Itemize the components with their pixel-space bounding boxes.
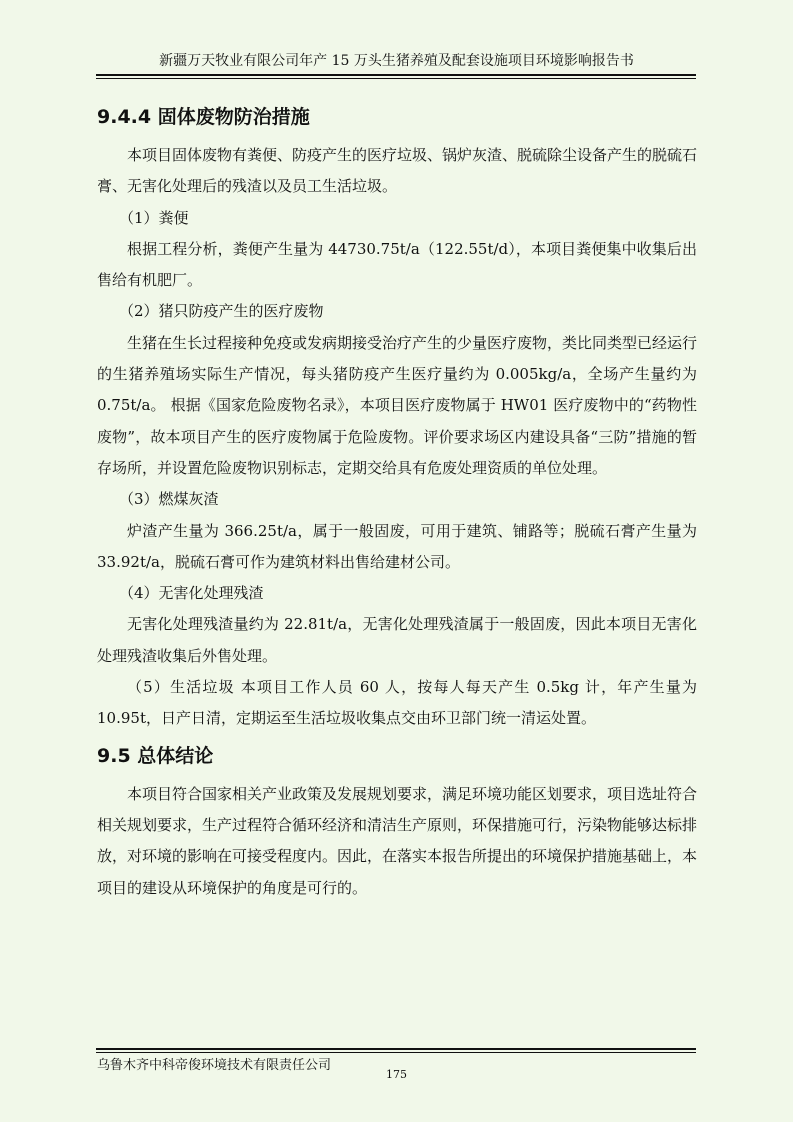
item-text-medical-waste: 生猪在生长过程接种免疫或发病期接受治疗产生的少量医疗废物，类比同类型已经运行的生猪养殖场实际生产情况，每头猪防疫产生医疗量约为 0.005kg/a，全场产生量约为 0.75t/a。 根据《国家危险废物名录》，本项目医疗废物属于 HW01 医疗废物中的“药物性废物”，故本项目产生的医疗废物属于危险废物。评价要求场区内建设具备“三防”措施的暂存场所，并设置危险废物识别标志，定期交给具有危废处理资质的单位处理。 (97, 333, 698, 477)
page-body (97, 100, 697, 904)
footer-rule-thick (96, 1048, 696, 1050)
section-heading-9-5: 9.5 总体结论 (97, 744, 214, 767)
item-text-manure: 根据工程分析，粪便产生量为 44730.75t/a（122.55t/d），本项目粪便集中收集后出售给有机肥厂。 (97, 239, 697, 290)
section-intro-paragraph: 本项目固体废物有粪便、防疫产生的医疗垃圾、锅炉灰渣、脱硫除尘设备产生的脱硫石膏、无害化处理后的残渣以及员工生活垃圾。 (97, 146, 698, 196)
item-text-coal-ash: 炉渣产生量为 366.25t/a，属于一般固废，可用于建筑、铺路等；脱硫石膏产生量为 33.92t/a，脱硫石膏可作为建筑材料出售给建材公司。 (97, 521, 697, 571)
item-label-coal-ash: （3）燃煤灰渣 (119, 490, 219, 509)
page-number: 175 (386, 1068, 407, 1081)
footer-rule-thin (96, 1052, 696, 1053)
conclusion-paragraph: 本项目符合国家相关产业政策及发展规划要求，满足环境功能区划要求，项目选址符合相关规划要求，生产过程符合循环经济和清洁生产原则，环保措施可行，污染物能够达标排放，对环境的影响在可接受程度内。因此，在落实本报告所提出的环境保护措施基础上，本项目的建设从环境保护的角度是可行的。 (97, 784, 698, 897)
footer-company-name: 乌鲁木齐中科帝俊环境技术有限责任公司 (97, 1058, 332, 1073)
header-rule-thin (96, 78, 696, 79)
header-rule-thick (96, 74, 696, 76)
section-heading-9-4-4: 9.4.4 固体废物防治措施 (97, 106, 310, 128)
item-label-medical-waste: （2）猪只防疫产生的医疗废物 (119, 302, 324, 321)
running-header: 新疆万天牧业有限公司年产 15 万头生猪养殖及配套设施项目环境影响报告书 (159, 53, 634, 69)
item-text-harmless-residue: 无害化处理残渣量约为 22.81t/a，无害化处理残渣属于一般固废，因此本项目无害化处理残渣收集后外售处理。 (97, 615, 697, 665)
item-label-manure: （1）粪便 (119, 208, 189, 227)
item-text-domestic-garbage: （5）生活垃圾 本项目工作人员 60 人，按每人每天产生 0.5kg 计，年产生量为 10.95t，日产日清，定期运至生活垃圾收集点交由环卫部门统一清运处置。 (97, 678, 697, 728)
item-label-harmless-residue: （4）无害化处理残渣 (119, 584, 264, 603)
